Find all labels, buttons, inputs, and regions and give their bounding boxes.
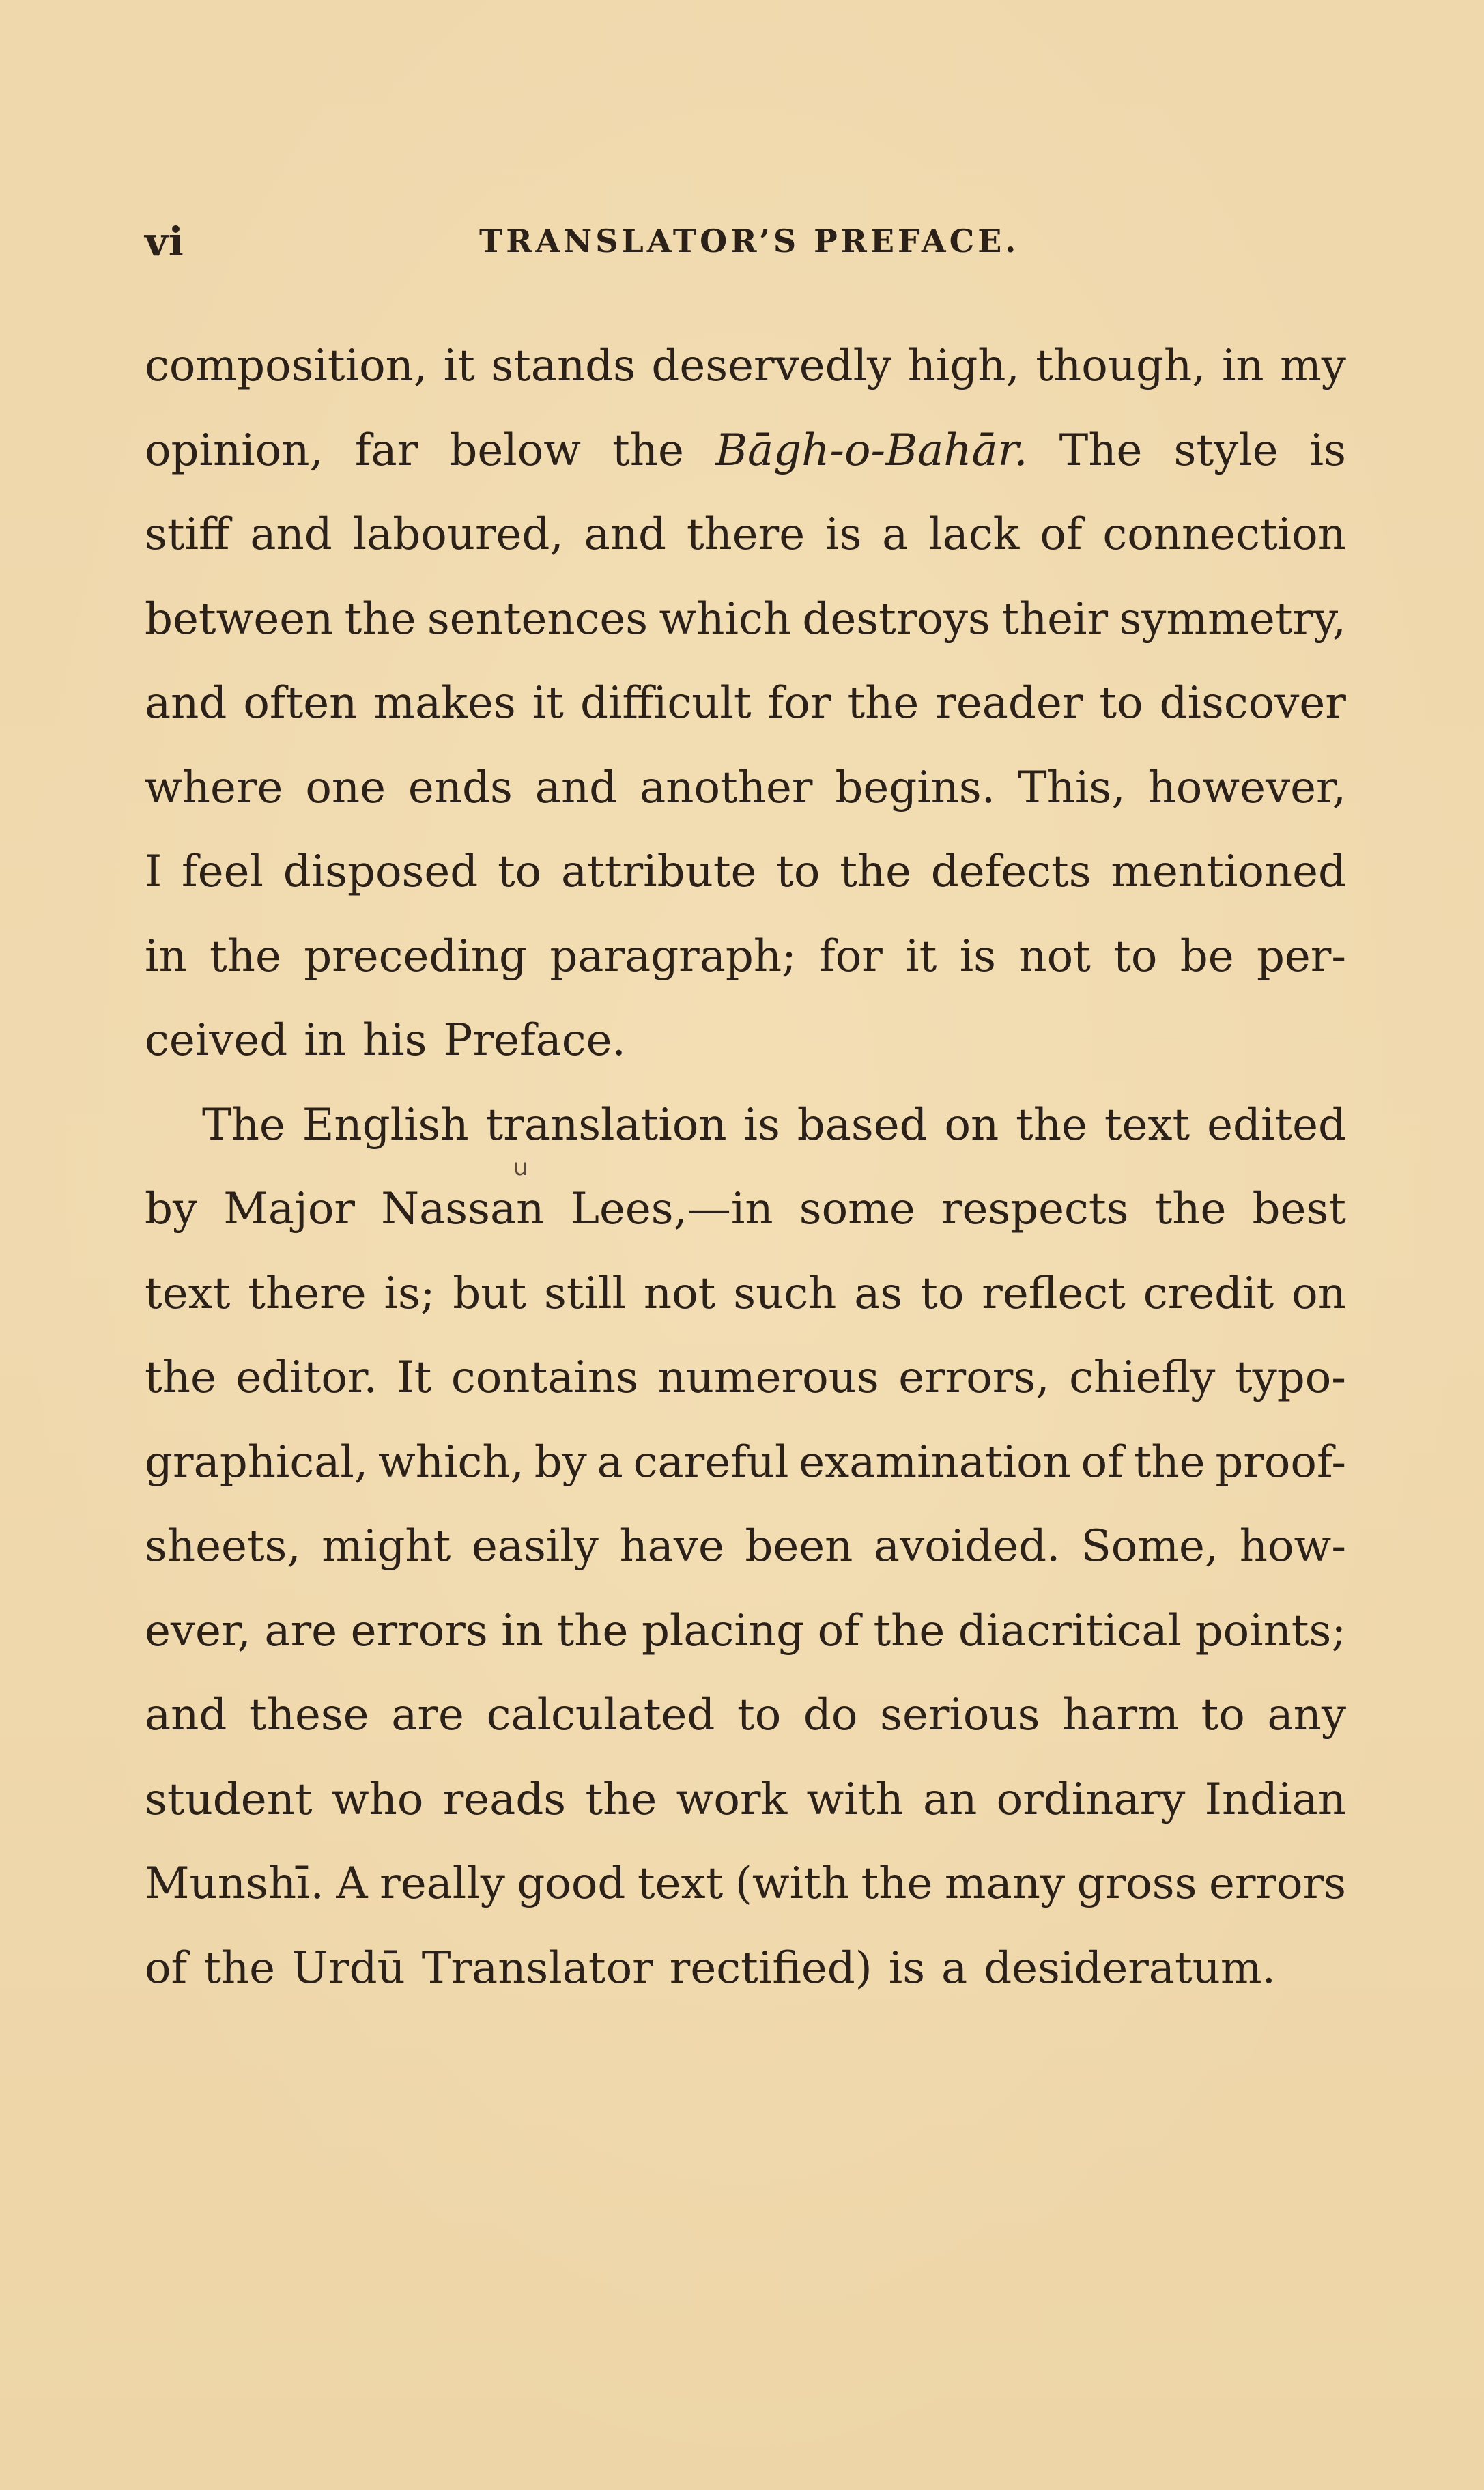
word: lack	[928, 509, 1020, 560]
word: below	[449, 425, 581, 476]
text-line	[145, 409, 1346, 494]
word: are	[264, 1605, 338, 1656]
word: defects	[930, 847, 1091, 897]
word: sheets,	[145, 1521, 301, 1572]
word: based	[797, 1099, 928, 1150]
word: best	[1252, 1184, 1346, 1234]
word: where	[145, 762, 283, 813]
word: connection	[1102, 509, 1346, 560]
word: to	[920, 1268, 965, 1319]
word: student	[145, 1774, 313, 1825]
text-line	[145, 915, 1346, 1000]
word: ever,	[145, 1605, 251, 1656]
page-number: vi	[145, 218, 184, 265]
word: work	[676, 1774, 788, 1825]
word: might	[322, 1521, 451, 1572]
word: with	[806, 1774, 904, 1825]
word: edited	[1207, 1099, 1346, 1150]
word: in	[145, 931, 187, 982]
word: is;	[384, 1268, 436, 1319]
text-line	[145, 1589, 1346, 1674]
running-head	[145, 218, 1346, 273]
word: the	[585, 1774, 657, 1825]
word: easily	[471, 1521, 599, 1572]
word: style	[1173, 425, 1279, 476]
text-line	[145, 999, 1346, 1084]
word: Major	[223, 1184, 355, 1234]
word: of	[817, 1605, 860, 1656]
word: as	[854, 1268, 903, 1319]
word: between	[145, 593, 334, 645]
word: chiefly	[1069, 1353, 1216, 1403]
word: credit	[1143, 1268, 1274, 1319]
word: placing	[641, 1605, 805, 1656]
word: (with	[734, 1858, 849, 1909]
word: it	[443, 341, 475, 391]
word: is	[743, 1099, 780, 1150]
word: there	[686, 509, 805, 560]
word: still	[544, 1268, 626, 1319]
running-title: TRANSLATOR’S PREFACE.	[479, 223, 1020, 259]
word: discover	[1159, 678, 1346, 728]
word: Urdū	[291, 1942, 405, 1994]
text-line	[145, 1336, 1346, 1421]
word: of	[1081, 1437, 1124, 1488]
word: This,	[1018, 762, 1126, 813]
word: to	[1113, 931, 1158, 982]
text-line	[145, 1927, 1346, 2011]
word: ceived	[145, 1015, 288, 1066]
text-line	[145, 1421, 1346, 1505]
word: who	[331, 1774, 424, 1825]
word: errors	[350, 1605, 488, 1656]
word: be	[1180, 931, 1234, 982]
word: opinion,	[145, 425, 324, 476]
word: such	[733, 1268, 837, 1319]
word: desideratum.	[984, 1942, 1276, 1994]
text-line	[145, 1252, 1346, 1337]
word: typo-	[1234, 1353, 1346, 1403]
text-line	[145, 830, 1346, 915]
word: the	[344, 593, 416, 645]
word: on	[1292, 1268, 1346, 1319]
word: gross	[1076, 1858, 1197, 1909]
word: It	[397, 1353, 432, 1403]
word: another	[640, 762, 813, 813]
word: is	[825, 509, 862, 560]
word: Bāgh-o-Bahār.	[715, 425, 1028, 476]
word: on	[944, 1099, 999, 1150]
word: Munshī.	[145, 1858, 324, 1909]
word: Lees,—in	[570, 1184, 773, 1234]
word: text	[637, 1858, 724, 1909]
word: rectified)	[669, 1942, 872, 1994]
word: the	[861, 1858, 933, 1909]
word: the	[203, 1942, 276, 1994]
word: the	[847, 678, 919, 728]
word: the	[556, 1605, 629, 1656]
word: which,	[378, 1437, 524, 1488]
word: the	[1133, 1437, 1205, 1488]
word: errors,	[898, 1353, 1050, 1403]
word: Preface.	[443, 1015, 626, 1066]
word: makes	[373, 678, 516, 728]
handwritten-correction-mark: u	[513, 1154, 528, 1181]
word: to	[1099, 678, 1143, 728]
word: reader	[935, 678, 1083, 728]
word: and	[145, 1690, 227, 1740]
word: for	[819, 931, 883, 982]
word: feel	[182, 847, 263, 897]
word: reads	[442, 1774, 567, 1825]
word: the	[145, 1353, 216, 1403]
word: there	[248, 1268, 367, 1319]
word: however,	[1147, 762, 1346, 813]
word: to	[737, 1690, 782, 1740]
word: Translator	[421, 1942, 653, 1994]
word: is	[888, 1942, 926, 1994]
word: which	[659, 593, 791, 645]
word: good	[517, 1858, 626, 1909]
word: one	[305, 762, 386, 813]
word: for	[767, 678, 831, 728]
word: translation	[485, 1099, 727, 1150]
word: and	[145, 678, 227, 728]
text-line	[145, 1842, 1346, 1927]
word: examination	[799, 1437, 1071, 1488]
word: stands	[491, 341, 636, 391]
word: paragraph;	[550, 931, 797, 982]
word: a	[597, 1437, 623, 1488]
word: the	[873, 1605, 945, 1656]
text-line	[145, 1168, 1346, 1252]
word: composition,	[145, 341, 428, 391]
word: is	[1309, 425, 1346, 476]
text-line	[145, 1758, 1346, 1843]
word: ordinary	[996, 1774, 1186, 1825]
word: difficult	[580, 678, 752, 728]
word: the	[1016, 1099, 1087, 1150]
word: these	[249, 1690, 369, 1740]
word: serious	[880, 1690, 1040, 1740]
word: destroys	[802, 593, 990, 645]
text-line	[145, 1505, 1346, 1589]
word: text	[145, 1268, 231, 1319]
word: begins.	[835, 762, 996, 813]
word: by	[145, 1184, 198, 1234]
word: reflect	[982, 1268, 1126, 1319]
word: is	[959, 931, 996, 982]
word: to	[497, 847, 542, 897]
word: though,	[1036, 341, 1206, 391]
word: not	[1018, 931, 1091, 982]
text-line	[145, 578, 1346, 662]
word: Some,	[1081, 1521, 1219, 1572]
word: by	[534, 1437, 587, 1488]
word: any	[1267, 1690, 1346, 1740]
word: my	[1280, 341, 1346, 391]
word: it	[532, 678, 564, 728]
word: some	[799, 1184, 915, 1234]
word: I	[145, 847, 162, 897]
word: Indian	[1204, 1774, 1346, 1825]
word: how-	[1239, 1521, 1346, 1572]
word: of	[1040, 509, 1083, 560]
word: preceding	[304, 931, 527, 982]
word: the	[612, 425, 684, 476]
word: are	[391, 1690, 464, 1740]
word: proof-	[1215, 1437, 1346, 1488]
word: far	[354, 425, 418, 476]
word: points;	[1195, 1605, 1346, 1656]
word: stiff	[145, 509, 230, 560]
word: deservedly	[651, 341, 892, 391]
word: and	[534, 762, 618, 813]
word: often	[243, 678, 358, 728]
word: errors	[1208, 1858, 1346, 1909]
word: graphical,	[145, 1437, 369, 1488]
word: to	[1201, 1690, 1245, 1740]
word: disposed	[283, 847, 479, 897]
word: high,	[907, 341, 1020, 391]
word: Nassan	[381, 1184, 545, 1234]
word: per-	[1256, 931, 1346, 982]
word: the	[840, 847, 911, 897]
word: and	[584, 509, 666, 560]
word: in	[1221, 341, 1264, 391]
text-line	[145, 493, 1346, 578]
word: diacritical	[958, 1605, 1182, 1656]
word: really	[380, 1858, 505, 1909]
word: English	[302, 1099, 469, 1150]
word: and	[250, 509, 332, 560]
word: an	[923, 1774, 978, 1825]
word: text	[1104, 1099, 1190, 1150]
word: do	[803, 1690, 858, 1740]
word: the	[210, 931, 281, 982]
word: been	[745, 1521, 853, 1572]
word: numerous	[657, 1353, 879, 1403]
word: their	[1001, 593, 1109, 645]
word: in	[501, 1605, 543, 1656]
word: in	[304, 1015, 346, 1066]
word: editor.	[236, 1353, 377, 1403]
word: sentences	[427, 593, 648, 645]
word: it	[905, 931, 937, 982]
word: have	[619, 1521, 724, 1572]
word: laboured,	[352, 509, 564, 560]
word: attribute	[560, 847, 757, 897]
word: symmetry,	[1119, 593, 1346, 645]
word: a	[882, 509, 909, 560]
word: harm	[1062, 1690, 1179, 1740]
word: his	[362, 1015, 427, 1066]
word: many	[944, 1858, 1066, 1909]
text-line	[145, 1673, 1346, 1758]
word: ends	[408, 762, 513, 813]
word: contains	[451, 1353, 638, 1403]
body-text	[145, 324, 1346, 2011]
word: the	[1154, 1184, 1227, 1234]
word: to	[776, 847, 821, 897]
word: respects	[941, 1184, 1129, 1234]
word: but	[453, 1268, 527, 1319]
word: mentioned	[1111, 847, 1346, 897]
word: avoided.	[873, 1521, 1061, 1572]
word: of	[145, 1942, 188, 1994]
word: calculated	[486, 1690, 715, 1740]
word: The	[202, 1099, 285, 1150]
word: not	[643, 1268, 716, 1319]
word: careful	[633, 1437, 789, 1488]
text-line	[145, 662, 1346, 746]
word: A	[336, 1858, 368, 1909]
word: a	[941, 1942, 968, 1994]
text-line	[145, 324, 1346, 409]
text-line	[145, 1084, 1346, 1168]
word: The	[1059, 425, 1143, 476]
text-line	[145, 746, 1346, 831]
